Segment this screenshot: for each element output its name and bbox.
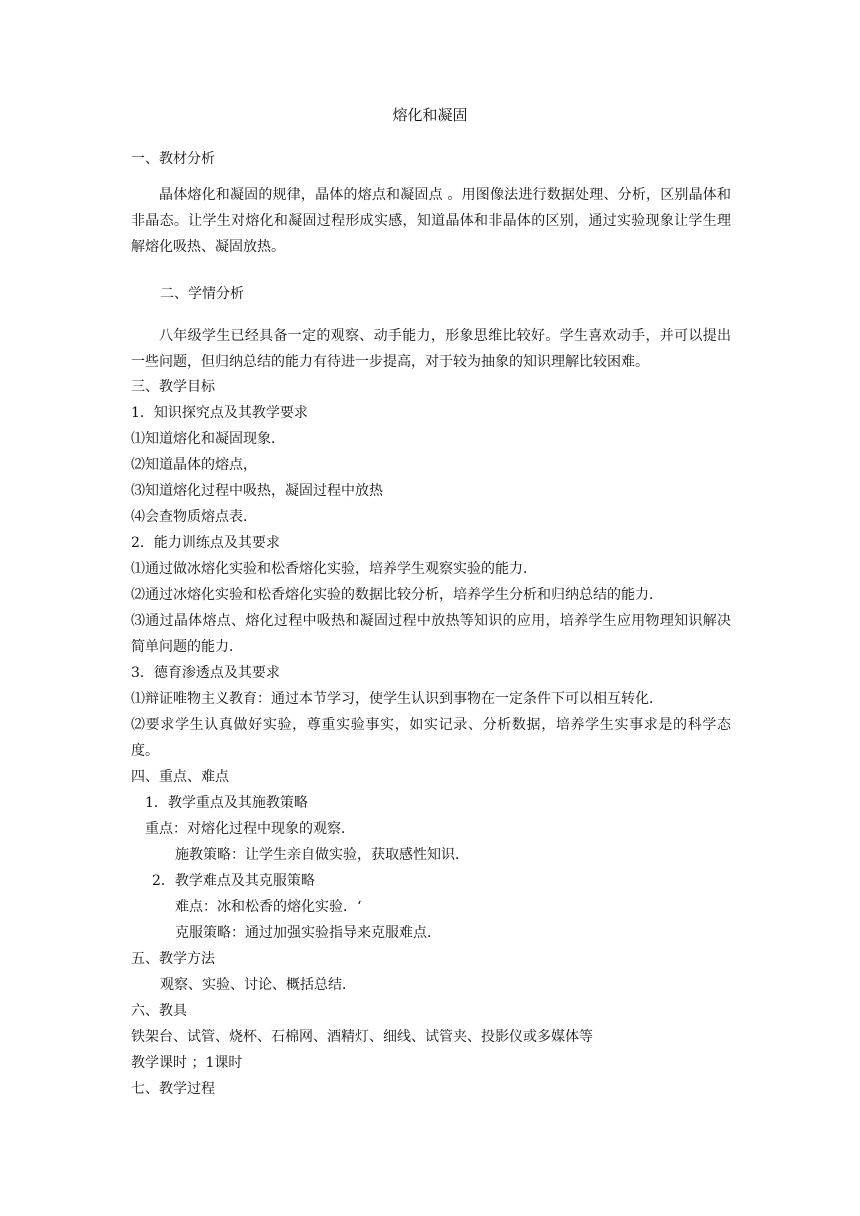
subsection-3-1: 1．知识探究点及其教学要求 <box>131 405 308 421</box>
subsection-4-2: 2．教学难点及其克服策略 <box>152 873 315 889</box>
list-item: ⑶通过晶体熔点、熔化过程中吸热和凝固过程中放热等知识的应用，培养学生应用物理知识解决简单问题的能力． <box>131 613 731 655</box>
subsection-4-1: 1．教学重点及其施教策略 <box>145 795 308 811</box>
section-paragraph-2: 八年级学生已经具备一定的观察、动手能力，形象思维比较好。学生喜欢动手，并可以提出一些问题，但归纳总结的能力有待进一步提高，对于较为抽象的知识理解比较困难。 <box>131 328 731 370</box>
section-heading-1: 一、教材分析 <box>131 151 215 167</box>
list-item: ⑴辩证唯物主义教育：通过本节学习，使学生认识到事物在一定条件下可以相互转化． <box>131 691 663 707</box>
list-item: ⑵要求学生认真做好实验，尊重实验事实，如实记录、分析数据，培养学生实事求是的科学态度。 <box>131 717 731 759</box>
section-paragraph-1: 晶体熔化和凝固的规律，晶体的熔点和凝固点 。用图像法进行数据处理、分析，区别晶体和非晶态。让学生对熔化和凝固过程形成实感，知道晶体和非晶体的区别，通过实验现象让学生理解熔化吸热、凝固放热。 <box>131 187 731 255</box>
section-heading-2: 二、学情分析 <box>160 286 244 302</box>
section-heading-6: 六、教具 <box>131 1003 187 1019</box>
list-item: 难点：冰和松香的熔化实验．‘ <box>175 899 362 915</box>
list-item: 施教策略：让学生亲自做实验，获取感性知识． <box>175 847 469 863</box>
section-heading-5: 五、教学方法 <box>131 951 215 967</box>
list-item: ⑴知道熔化和凝固现象． <box>131 431 285 447</box>
list-item: ⑴通过做冰熔化实验和松香熔化实验，培养学生观察实验的能力． <box>131 561 537 577</box>
section-text-5: 观察、实验、讨论、概括总结． <box>160 977 356 993</box>
section-heading-4: 四、重点、难点 <box>131 769 229 785</box>
section-heading-7: 七、教学过程 <box>131 1081 215 1097</box>
section-heading-3: 三、教学目标 <box>131 379 215 395</box>
list-item: ⑵通过冰熔化实验和松香熔化实验的数据比较分析，培养学生分析和归纳总结的能力． <box>131 587 663 603</box>
list-item: 重点：对熔化过程中现象的观察． <box>145 821 355 837</box>
subsection-3-2: 2．能力训练点及其要求 <box>131 535 280 551</box>
list-item: 克服策略：通过加强实验指导来克服难点． <box>175 925 441 941</box>
list-item: ⑷会查物质熔点表． <box>131 509 257 525</box>
section-text-6: 铁架台、试管、烧杯、石棉网、酒精灯、细线、试管夹、投影仪或多媒体等 <box>131 1029 593 1045</box>
list-item: ⑵知道晶体的熔点， <box>131 457 257 473</box>
subsection-3-3: 3．德育渗透点及其要求 <box>131 665 280 681</box>
document-title: 熔化和凝固 <box>392 106 468 124</box>
teaching-hours: 教学课时 ；1课时 <box>131 1055 243 1071</box>
list-item: ⑶知道熔化过程中吸热，凝固过程中放热 <box>131 483 383 499</box>
